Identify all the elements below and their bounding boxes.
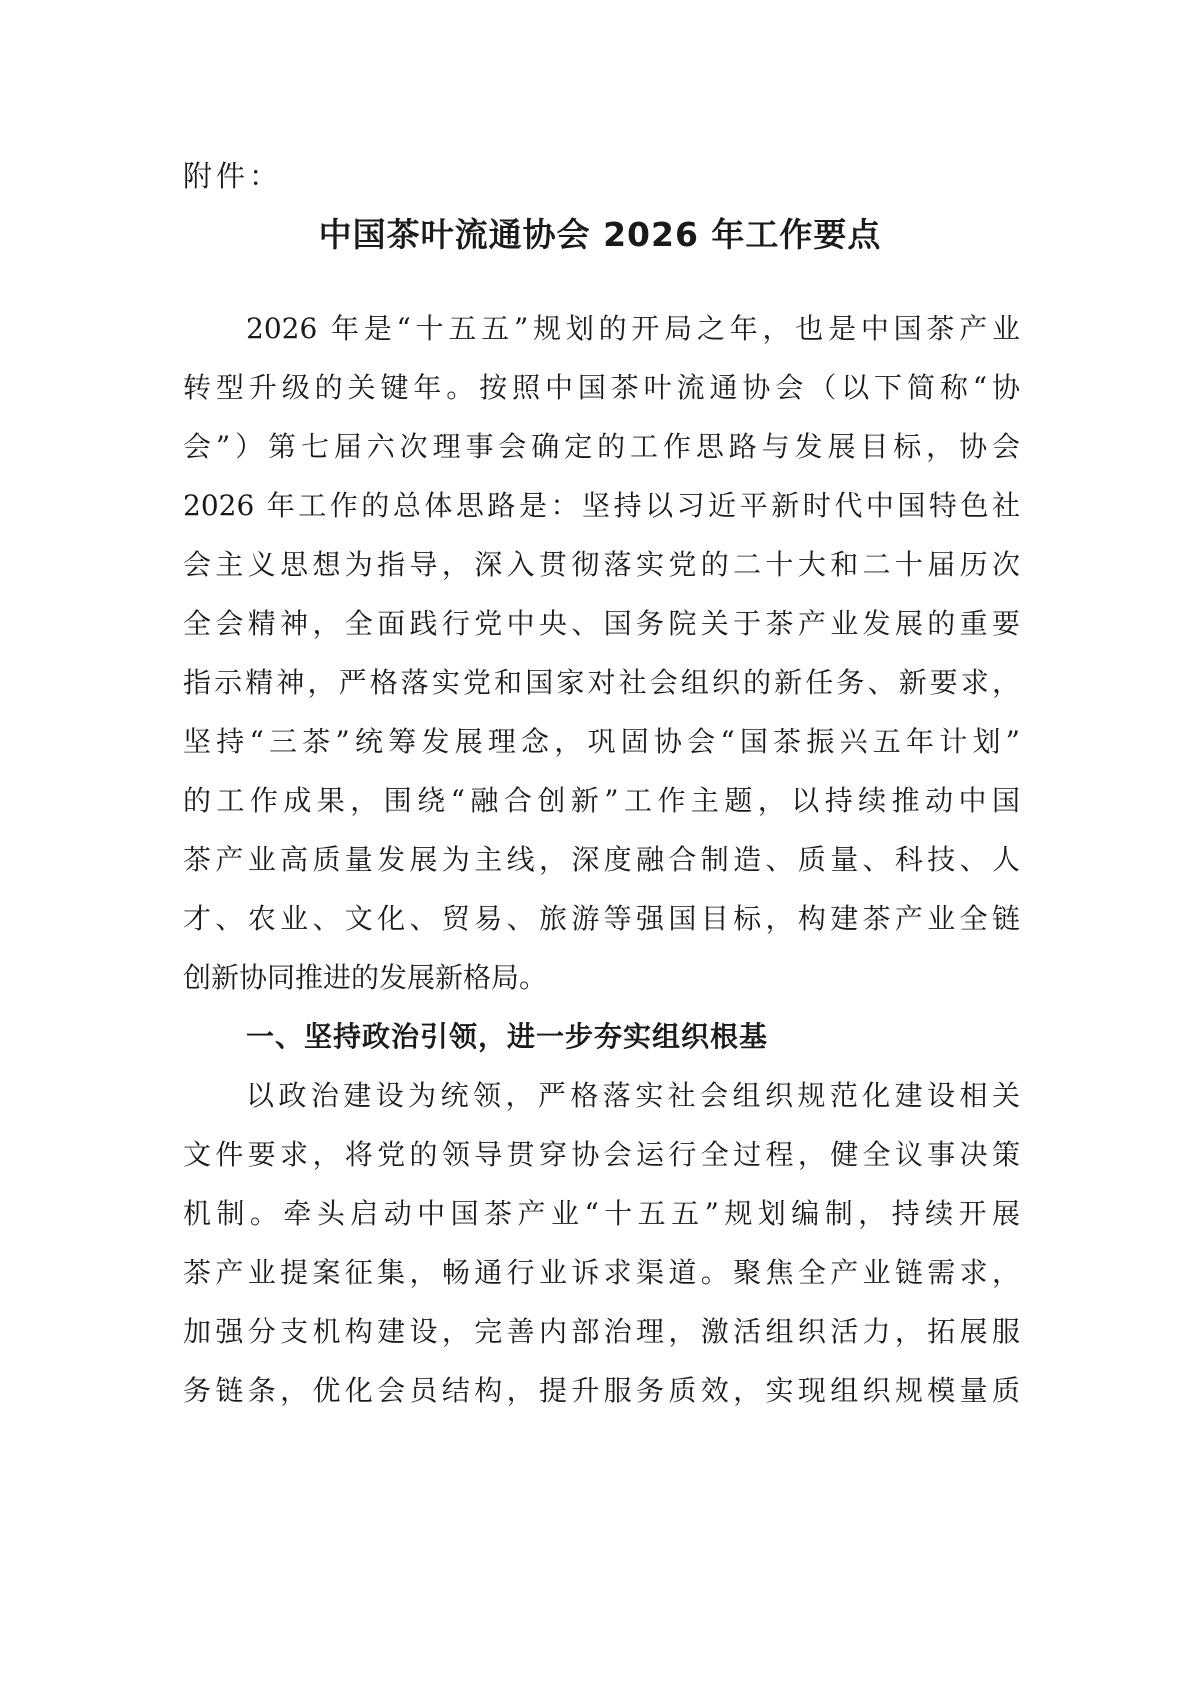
paragraph-line: 全会精神，全面践行党中央、国务院关于茶产业发展的重要 [183, 607, 1020, 640]
paragraph-line: 的工作成果，围绕“融合创新”工作主题，以持续推动中国 [183, 784, 1020, 817]
paragraph-line: 会主义思想为指导，深入贯彻落实党的二十大和二十届历次 [183, 548, 1020, 581]
attachment-label: 附件： [183, 159, 283, 193]
paragraph-line: 文件要求，将党的领导贯穿协会运行全过程，健全议事决策 [183, 1138, 1020, 1171]
paragraph-line: 指示精神，严格落实党和国家对社会组织的新任务、新要求， [183, 666, 1020, 699]
paragraph-line: 以政治建设为统领，严格落实社会组织规范化建设相关 [246, 1079, 1020, 1112]
paragraph-line: 茶产业提案征集，畅通行业诉求渠道。聚焦全产业链需求， [183, 1256, 1020, 1289]
paragraph-line: 坚持“三茶”统筹发展理念，巩固协会“国茶振兴五年计划” [183, 725, 1020, 758]
paragraph-line: 机制。牵头启动中国茶产业“十五五”规划编制，持续开展 [183, 1197, 1020, 1230]
paragraph-line: 会”）第七届六次理事会确定的工作思路与发展目标，协会 [183, 430, 1020, 463]
paragraph-line: 才、农业、文化、贸易、旅游等强国目标，构建茶产业全链 [183, 902, 1020, 935]
paragraph-line: 创新协同推进的发展新格局。 [183, 961, 548, 994]
paragraph-line: 2026 年工作的总体思路是：坚持以习近平新时代中国特色社 [183, 489, 1020, 522]
paragraph-line: 转型升级的关键年。按照中国茶叶流通协会（以下简称“协 [183, 371, 1020, 404]
paragraph-line: 2026 年是“十五五”规划的开局之年，也是中国茶产业 [246, 312, 1020, 345]
paragraph-line: 务链条，优化会员结构，提升服务质效，实现组织规模量质 [183, 1374, 1020, 1407]
document-title: 中国茶叶流通协会 2026 年工作要点 [318, 215, 882, 254]
paragraph-line: 加强分支机构建设，完善内部治理，激活组织活力，拓展服 [183, 1315, 1020, 1348]
paragraph-line: 茶产业高质量发展为主线，深度融合制造、质量、科技、人 [183, 843, 1020, 876]
section-heading: 一、坚持政治引领，进一步夯实组织根基 [246, 1020, 769, 1053]
